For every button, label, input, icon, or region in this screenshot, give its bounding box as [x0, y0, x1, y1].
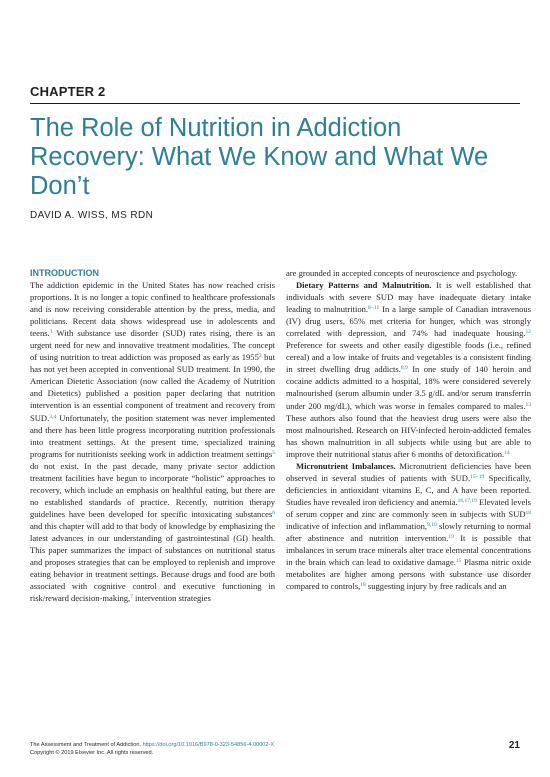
text-run: but has not yet been accepted in conventional SUD treatment. In 1990, the American Dietetic Association (now called the Academy of Nutrition and Dietetics) published a position paper declaring that nutrition intervention is an essential component of treatment and recovery from SUD. — [30, 352, 275, 423]
micronutrient-paragraph — [286, 460, 531, 593]
text-run: It is possible that imbalances in serum trace minerals alter trace elemental concentrations in the brain which can lead to oxidative damage. — [286, 533, 531, 568]
citation-ref[interactable]: 7 — [130, 594, 133, 601]
run-in-heading-micronutrient: Micronutrient Imbalances. — [296, 460, 396, 471]
citation-ref[interactable]: 5 — [272, 449, 275, 456]
page-footer — [30, 741, 520, 757]
section-heading-introduction: INTRODUCTION — [30, 268, 99, 278]
page-number: 21 — [508, 740, 520, 751]
citation-ref[interactable]: 12 — [525, 329, 531, 336]
citation-ref[interactable]: 18 — [360, 582, 366, 589]
citation-ref[interactable]: 8,9 — [400, 365, 408, 372]
citation-ref[interactable]: 14 — [504, 449, 510, 456]
chapter-title: The Role of Nutrition in Addiction Recovery: What We Know and What We Don’t — [30, 114, 489, 200]
footer-citation-line — [30, 741, 520, 749]
text-run: Micronutrient deficiencies have been observed in several studies of patients with SUD. — [286, 460, 531, 483]
text-run: Specifically, deficiencies in antioxidant vitamins E, C, and A have been reported. Studies have revealed iron deficiency and anemia. — [286, 472, 531, 507]
left-column — [30, 267, 275, 604]
citation-ref[interactable]: 15−19 — [470, 473, 485, 480]
text-run: The addiction epidemic in the United States has now reached crisis proportions. It is no longer a topic confined to healthcare professionals and is now receiving considerable attention by the press, media, and politicians. Recent data shows widespread use in adolescents and teens. — [30, 280, 275, 339]
footer-book-title: The Assessment and Treatment of Addiction. — [30, 742, 142, 748]
text-run: In one study of 140 heroin and cocaine addicts admitted to a hospital, 18% were considered severely malnourished (serum albumin under 3.5 g/dL and/or serum transferrin under 200 mg/dL), which was worse in females compared to males. — [286, 364, 531, 411]
text-run: Plasma nitric oxide metabolites are higher among persons with substance use disorder compared to controls, — [286, 557, 531, 592]
intro-paragraph — [30, 279, 275, 604]
text-run: intervention strategies — [132, 593, 211, 604]
citation-ref[interactable]: 3,4 — [49, 413, 57, 420]
citation-ref[interactable]: 19 — [448, 533, 454, 540]
text-run: indicative of infection and inflammation, — [286, 520, 428, 531]
text-run: These authors also found that the heaviest drug users were also the most malnourished. Research on HIV-infected heroin-addicted females has shown malnutrition in all subjects while using but are able to improve their nutritional status after 6 months of detoxification. — [286, 412, 531, 459]
text-run: and this chapter will add to that body of knowledge by emphasizing the latest advances in our understanding of gastrointestinal (GI) health. This paper summarizes the impact of substances on nutritional status and proposes strategies that can be employed to replenish and improve eating behavior in treatment settings. Because drugs and food are both associated with cognitive control and executive functioning in risk/reward decision-making, — [30, 520, 275, 604]
text-run: suggesting injury by free radicals and an — [365, 581, 507, 592]
citation-ref[interactable]: 16,17,19 — [457, 497, 477, 504]
continued-paragraph: are grounded in accepted concepts of neuroscience and psychology. — [286, 268, 518, 278]
citation-ref[interactable]: 9,10 — [427, 521, 437, 528]
text-run: It is well established that individuals with severe SUD may have inadequate dietary intake leading to malnutrition. — [286, 280, 531, 315]
text-run: Elevated levels of serum copper and zinc are commonly seen in subjects with SUD — [286, 496, 531, 519]
citation-ref[interactable]: 18 — [525, 509, 531, 516]
citation-ref[interactable]: 15 — [455, 557, 462, 564]
citation-ref[interactable]: 6 — [272, 509, 275, 516]
dietary-patterns-paragraph — [286, 279, 531, 460]
text-run: do not exist. In the past decade, many private sector addiction treatment facilities have begun to incorporate “holistic” approaches to recovery, which include an emphasis on healthful eating, but there are no established standards of practice. Recently, nutrition therapy guidelines have been developed for specific intoxicating substances — [30, 460, 275, 519]
citation-ref[interactable]: 1 — [49, 329, 53, 335]
citation-ref[interactable]: 2 — [258, 353, 262, 360]
text-run: In a large sample of Canadian intravenous (IV) drug users, 65% met criteria for hunger, which was strongly correlated with depression, and 74% had inadequate housing. — [286, 304, 531, 339]
author-line: DAVID A. WISS, MS RDN — [30, 210, 154, 221]
header-rule — [30, 103, 520, 104]
citation-ref[interactable]: 13 — [525, 401, 531, 408]
text-run: Preference for sweets and other easily digestible foods (i.e., refined cereal) and a low intake of fruits and vegetables is a consistent finding in street dwelling drug addicts. — [286, 340, 531, 375]
text-run: Unfortunately, the position statement was never implemented and there has been little progress incorporating nutrition professionals into treatment settings. At the present time, specialized training programs for nutritionists seeking work in addiction treatment settings — [30, 412, 275, 459]
citation-ref[interactable]: 8−11 — [368, 304, 380, 311]
footer-doi-link[interactable]: https://doi.org/10.1016/B978-0-323-54856-4.00002-X — [142, 742, 275, 748]
right-column — [286, 267, 531, 592]
run-in-heading-dietary-patterns: Dietary Patterns and Malnutrition. — [296, 280, 432, 291]
footer-copyright: Copyright © 2019 Elsevier Inc. All rights reserved. — [30, 750, 154, 756]
text-run: With substance use disorder (SUD) rates rising, there is an urgent need for new and innovative treatment modalities. The concept of using nutrition to treat addiction was proposed as early as 1955 — [30, 328, 275, 363]
chapter-label: CHAPTER 2 — [30, 84, 106, 99]
text-run: slowly returning to normal after abstinence and nutrition intervention. — [286, 520, 531, 544]
